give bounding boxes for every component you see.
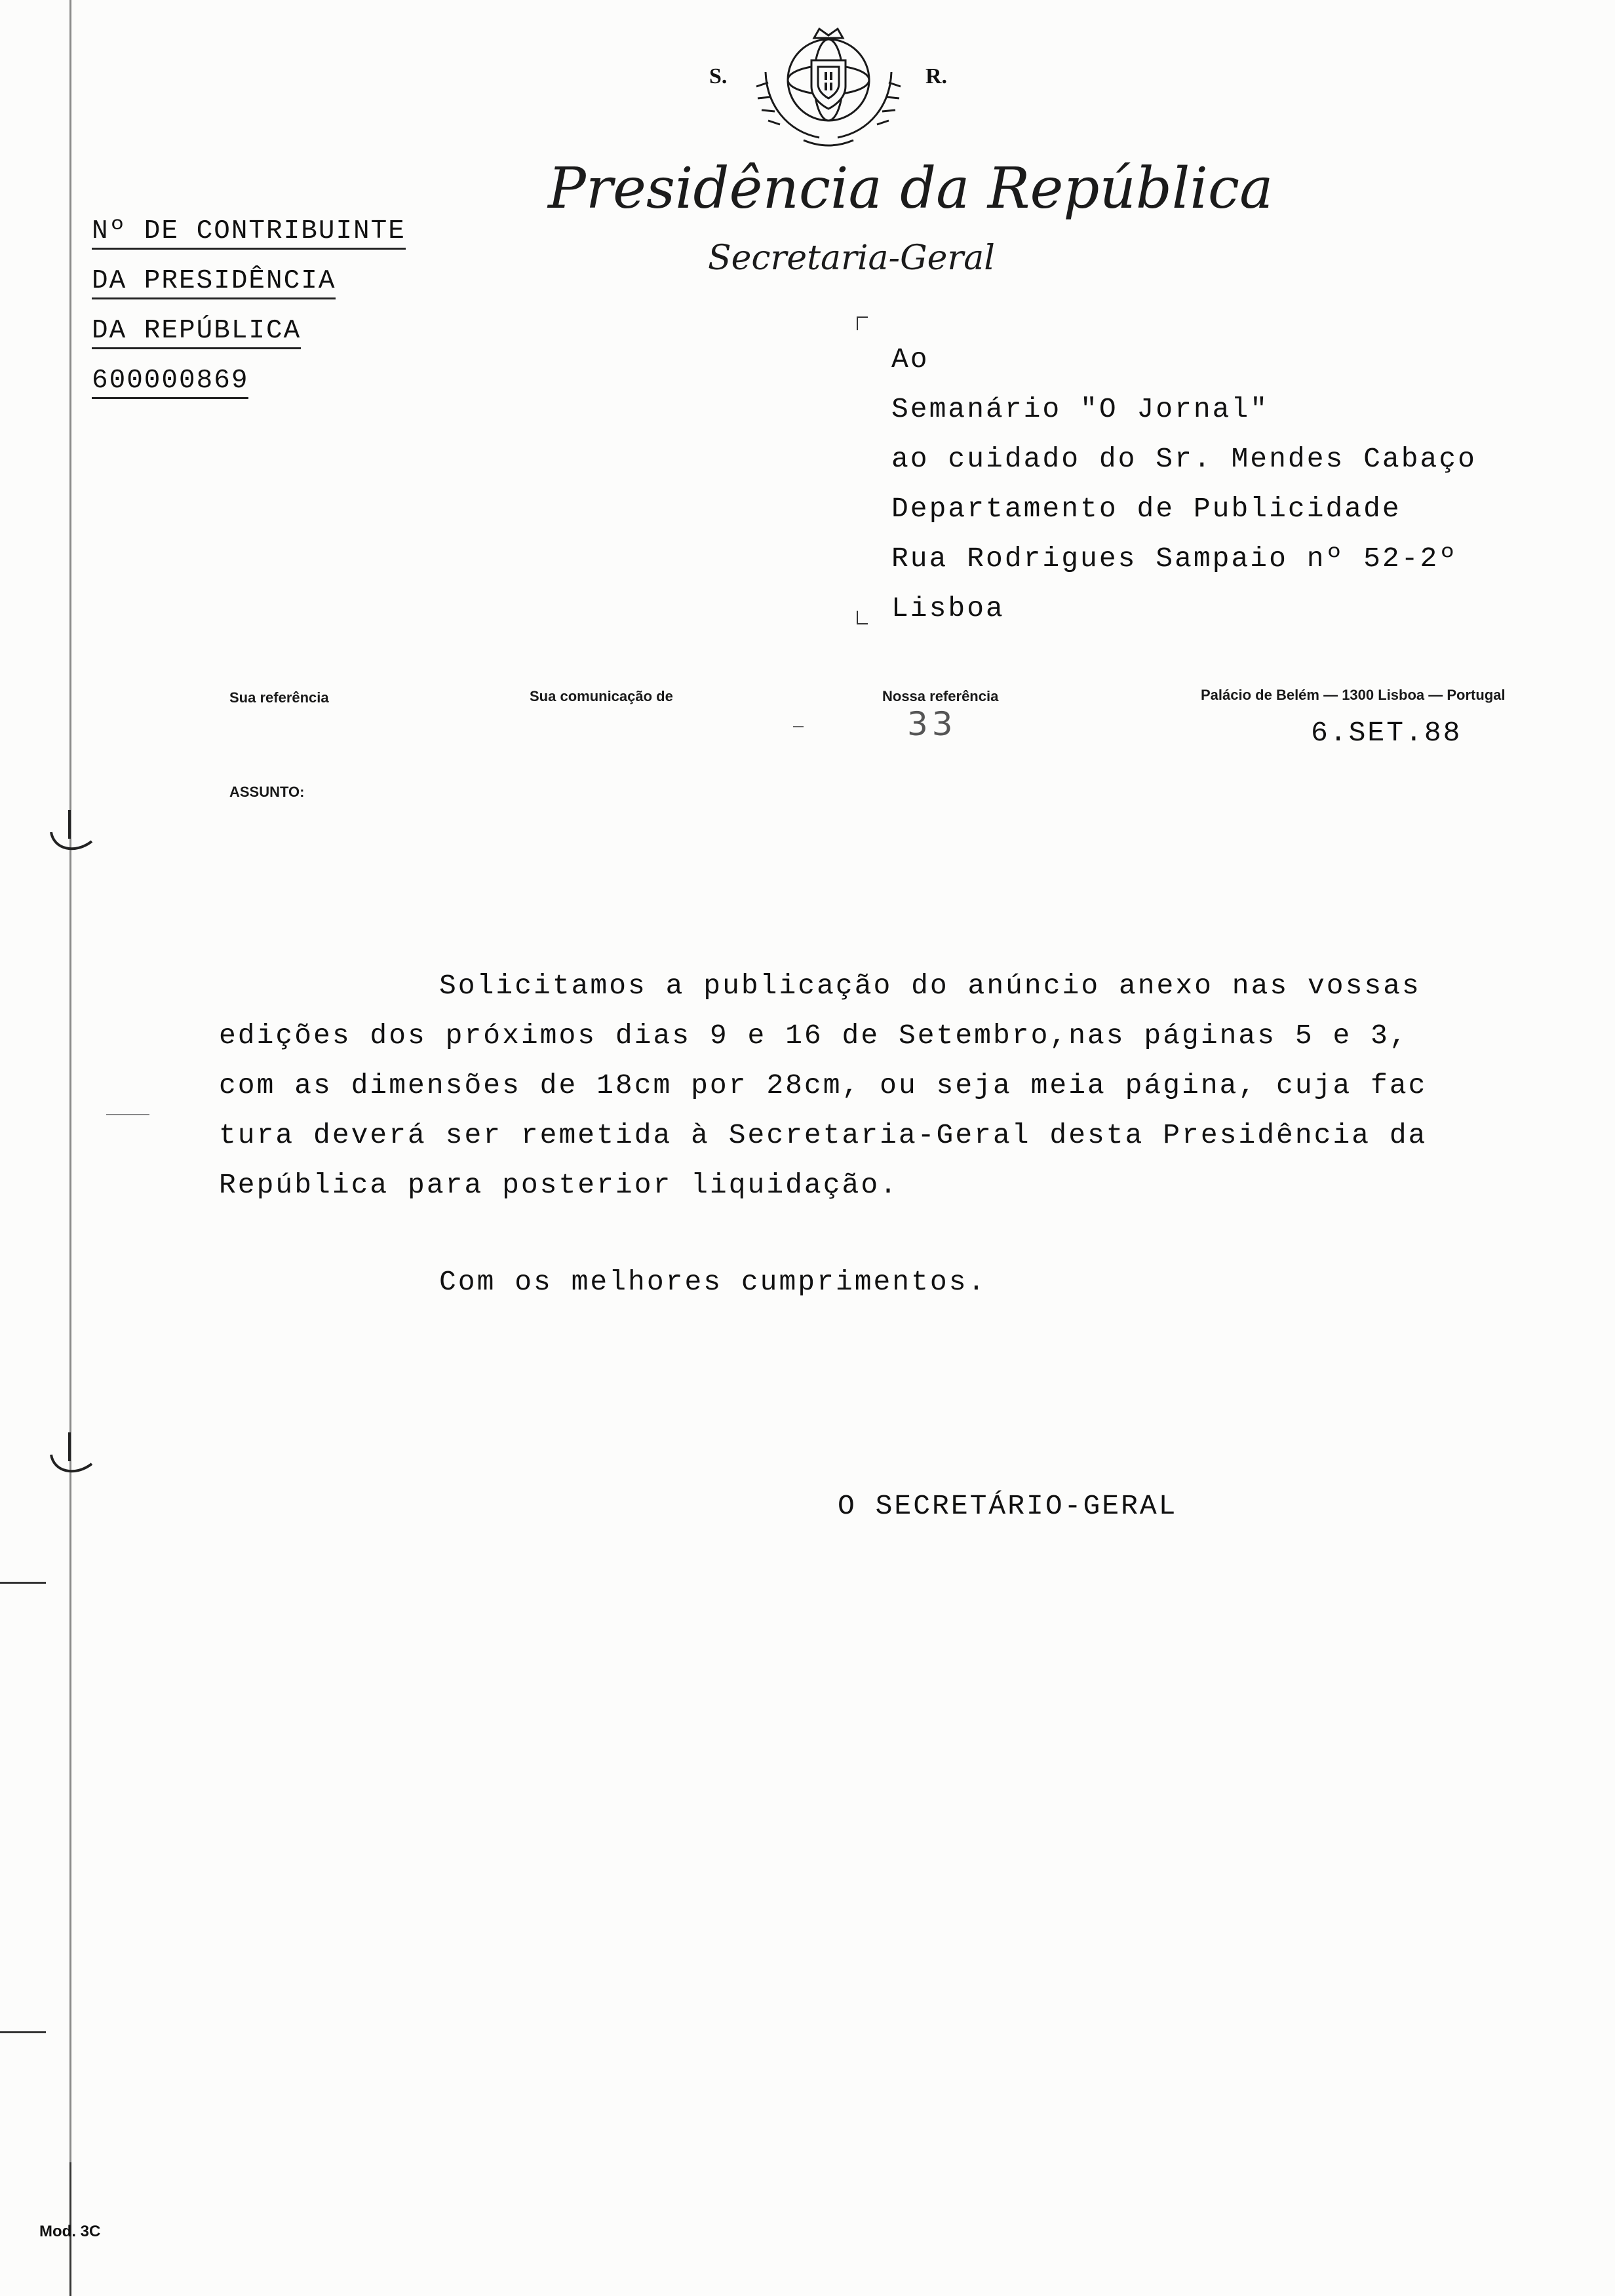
fold-mark-3 xyxy=(0,2031,46,2033)
our-reference-label: Nossa referência xyxy=(882,688,999,704)
signature-title: O SECRETÁRIO-GERAL xyxy=(838,1490,1178,1522)
taxpayer-line-1: Nº DE CONTRIBUINTE xyxy=(92,216,406,250)
fold-mark-2 xyxy=(0,1582,46,1584)
taxpayer-number: 600000869 xyxy=(92,366,248,399)
recipient-line-4: Departamento de Publicidade xyxy=(891,493,1401,525)
punch-hole-mark-lower xyxy=(46,1428,98,1481)
letter-date: 6.SET.88 xyxy=(1311,717,1462,749)
body-line-4: tura deverá ser remetida à Secretaria-Geral desta Presidência da xyxy=(219,1119,1428,1151)
recipient-line-1: Ao xyxy=(891,343,929,375)
subject-label: ASSUNTO: xyxy=(229,784,305,800)
body-line-3: com as dimensões de 18cm por 28cm, ou seja meia página, cuja fac xyxy=(219,1069,1428,1101)
sender-address: Palácio de Belém — 1300 Lisboa — Portugal xyxy=(1201,687,1506,703)
recipient-line-2: Semanário "O Jornal" xyxy=(891,393,1270,425)
department-name: Secretaria-Geral xyxy=(708,239,995,278)
institution-name: Presidência da República xyxy=(548,156,1274,221)
your-communication-label: Sua comunicação de xyxy=(530,688,673,704)
your-reference-label: Sua referência xyxy=(229,689,329,706)
recipient-line-6: Lisboa xyxy=(891,592,1005,624)
taxpayer-line-3: DA REPÚBLICA xyxy=(92,316,301,349)
recipient-line-5: Rua Rodrigues Sampaio nº 52-2º xyxy=(891,543,1458,575)
letterhead-right-initial: R. xyxy=(925,64,948,88)
taxpayer-line-2: DA PRESIDÊNCIA xyxy=(92,266,336,299)
our-reference-value: 33 xyxy=(907,705,957,743)
letterhead-left-initial: S. xyxy=(709,64,728,88)
form-code: Mod. 3C xyxy=(39,2223,101,2240)
body-line-5: República para posterior liquidação. xyxy=(219,1169,899,1201)
body-line-1: Solicitamos a publicação do anúncio anexo nas vossas xyxy=(439,970,1421,1002)
body-line-2: edições dos próximos dias 9 e 16 de Setembro,nas páginas 5 e 3, xyxy=(219,1020,1409,1052)
closing-line: Com os melhores cumprimentos. xyxy=(439,1266,987,1298)
recipient-line-3: ao cuidado do Sr. Mendes Cabaço xyxy=(891,443,1477,475)
